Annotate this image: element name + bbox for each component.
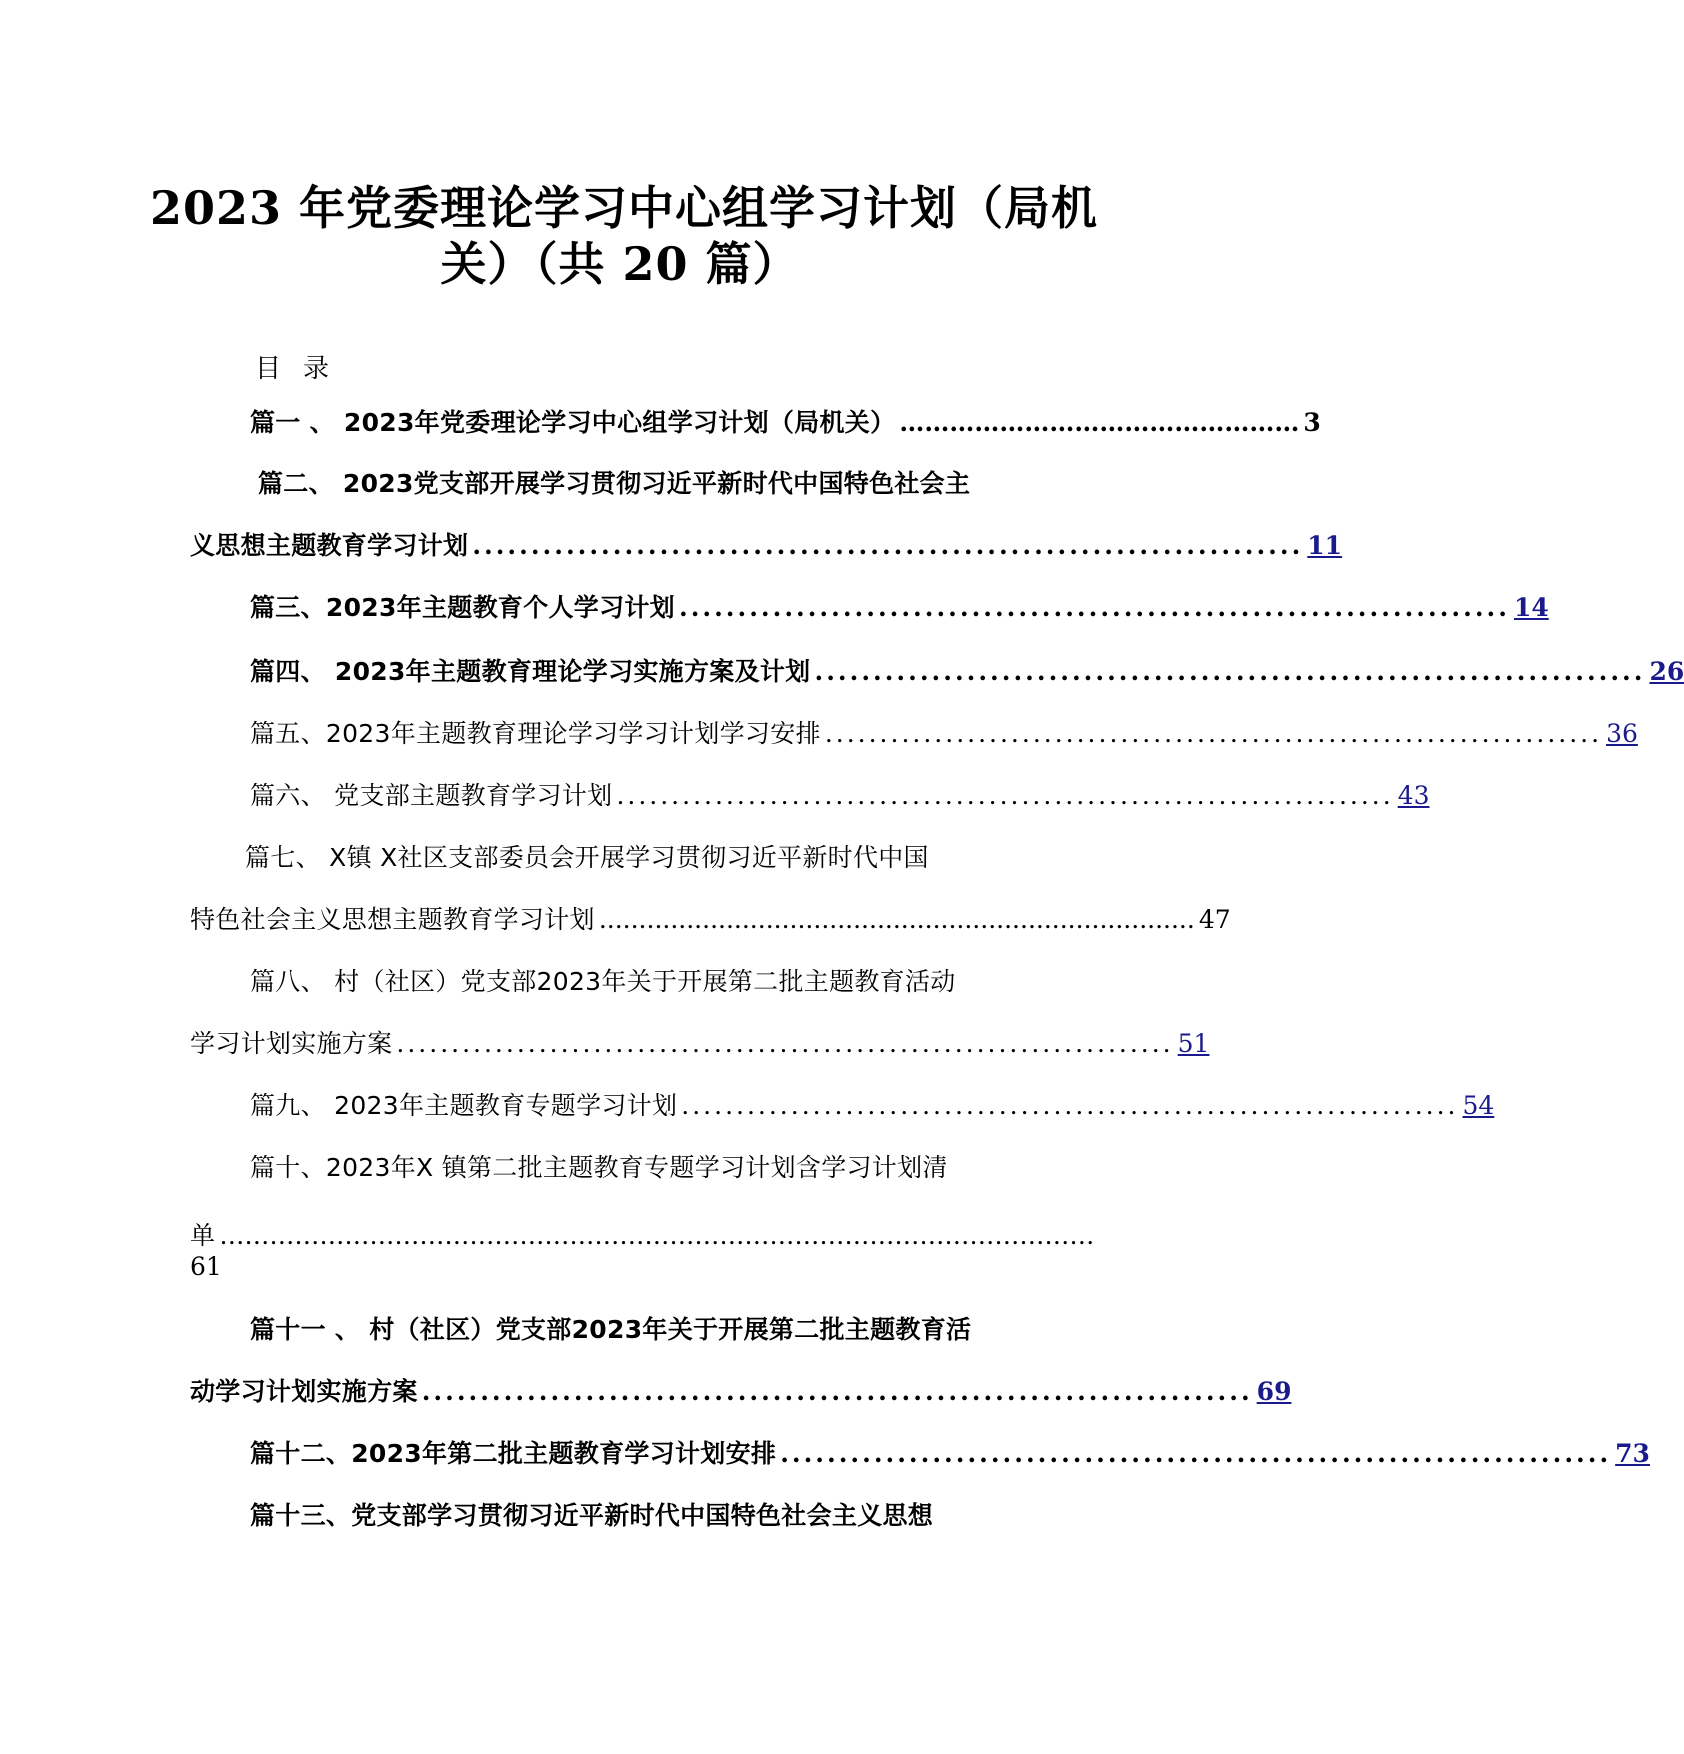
toc-entry-label: 义思想主题教育学习计划 bbox=[190, 531, 469, 560]
toc-page-link[interactable]: 36 bbox=[1606, 719, 1638, 748]
toc-entry-8-line-2[interactable] bbox=[190, 1026, 1210, 1062]
toc-entry-label: 篇五、2023年主题教育理论学习学习计划学习安排 bbox=[250, 719, 821, 748]
toc-entry-label: 篇十、2023年X 镇第二批主题教育专题学习计划含学习计划清 bbox=[250, 1153, 948, 1182]
toc-entry-2-line-2[interactable] bbox=[190, 528, 1343, 564]
toc-entry-label: 篇三、2023年主题教育个人学习计划 bbox=[250, 593, 675, 622]
toc-entry-12[interactable] bbox=[250, 1436, 1650, 1472]
toc-entry-label: 篇八、 村（社区）党支部2023年关于开展第二批主题教育活动 bbox=[250, 967, 956, 996]
toc-page-link[interactable]: 54 bbox=[1462, 1091, 1495, 1120]
toc-entry-11-line-2[interactable] bbox=[190, 1374, 1292, 1410]
toc-page-link[interactable]: 43 bbox=[1397, 781, 1430, 810]
toc-entry-11-line-1[interactable] bbox=[250, 1312, 1053, 1348]
toc-entry-label: 篇十二、2023年第二批主题教育学习计划安排 bbox=[250, 1439, 777, 1468]
toc-page-link[interactable]: 69 bbox=[1256, 1377, 1292, 1406]
toc-page-number: 61 bbox=[190, 1252, 222, 1281]
toc-entry-label: 动学习计划实施方案 bbox=[190, 1377, 418, 1406]
toc-heading: 目录 bbox=[255, 354, 352, 384]
toc-page-number: 47 bbox=[1198, 905, 1231, 934]
toc-entry-label: 篇十一 、 村（社区）党支部2023年关于开展第二批主题教育活 bbox=[250, 1315, 972, 1344]
toc-entry-13[interactable] bbox=[250, 1498, 1040, 1534]
toc-page-link[interactable]: 11 bbox=[1307, 531, 1343, 560]
toc-entry-1[interactable] bbox=[250, 405, 1321, 441]
toc-entry-7-line-1[interactable] bbox=[245, 840, 1053, 876]
toc-leader-dots: ....................................................................... bbox=[814, 657, 1646, 686]
toc-entry-label: 篇四、 2023年主题教育理论学习实施方案及计划 bbox=[250, 657, 811, 686]
toc-page-link[interactable]: 14 bbox=[1513, 593, 1549, 622]
toc-entry-9[interactable] bbox=[250, 1088, 1495, 1124]
toc-page-link[interactable]: 51 bbox=[1177, 1029, 1210, 1058]
toc-entry-label: 单 bbox=[190, 1221, 216, 1250]
toc-leader-dots: ........................................................................... bbox=[598, 905, 1195, 934]
toc-entry-10-line-1[interactable] bbox=[250, 1150, 1053, 1186]
toc-entry-10-line-2[interactable] bbox=[190, 1218, 1095, 1254]
toc-entry-label: 篇二、 2023党支部开展学习贯彻习近平新时代中国特色社会主 bbox=[258, 469, 971, 498]
toc-entry-label: 篇九、 2023年主题教育专题学习计划 bbox=[250, 1091, 678, 1120]
toc-entry-6[interactable] bbox=[250, 778, 1430, 814]
toc-leader-dots: ....................................................................... bbox=[396, 1029, 1174, 1058]
toc-entry-label: 篇六、 党支部主题教育学习计划 bbox=[250, 781, 613, 810]
toc-leader-dots: ....................................................................... bbox=[472, 531, 1304, 560]
toc-entry-4[interactable] bbox=[250, 654, 1684, 690]
toc-leader-dots: ....................................................................... bbox=[421, 1377, 1253, 1406]
toc-leader-dots: ....................................................................... bbox=[824, 719, 1603, 748]
toc-leader-dots: ....................................................................... bbox=[678, 593, 1510, 622]
toc-page-link[interactable]: 73 bbox=[1615, 1439, 1650, 1468]
toc-entry-5[interactable] bbox=[250, 716, 1638, 752]
toc-entry-label: 特色社会主义思想主题教育学习计划 bbox=[190, 905, 595, 934]
toc-leader-dots: ………………………………………… bbox=[899, 408, 1300, 437]
toc-entry-2-line-1[interactable] bbox=[258, 466, 1048, 502]
toc-entry-label: 学习计划实施方案 bbox=[190, 1029, 393, 1058]
toc-entry-label: 篇一 、 2023年党委理论学习中心组学习计划（局机关） bbox=[250, 408, 896, 437]
toc-page-link[interactable]: 26 bbox=[1649, 657, 1684, 686]
toc-leader-dots: ....................................................................... bbox=[780, 1439, 1612, 1468]
toc-leader-dots: ....................................................................... bbox=[681, 1091, 1459, 1120]
toc-leader-dots: ....................................................................... bbox=[616, 781, 1394, 810]
toc-entry-8-line-1[interactable] bbox=[250, 964, 1053, 1000]
toc-leader-dots: …………………………………………………………………………………………… bbox=[219, 1221, 1095, 1250]
document-title-line-1: 2023 年党委理论学习中心组学习计划（局机 bbox=[150, 181, 1099, 235]
document-title-line-2: 关）（共 20 篇） bbox=[440, 237, 800, 291]
toc-entry-3[interactable] bbox=[250, 590, 1549, 626]
toc-entry-7-line-2[interactable] bbox=[190, 902, 1231, 938]
toc-page-number: 3 bbox=[1303, 408, 1321, 437]
toc-entry-label: 篇七、 X镇 X社区支部委员会开展学习贯彻习近平新时代中国 bbox=[245, 843, 929, 872]
toc-entry-label: 篇十三、党支部学习贯彻习近平新时代中国特色社会主义思想 bbox=[250, 1501, 934, 1530]
